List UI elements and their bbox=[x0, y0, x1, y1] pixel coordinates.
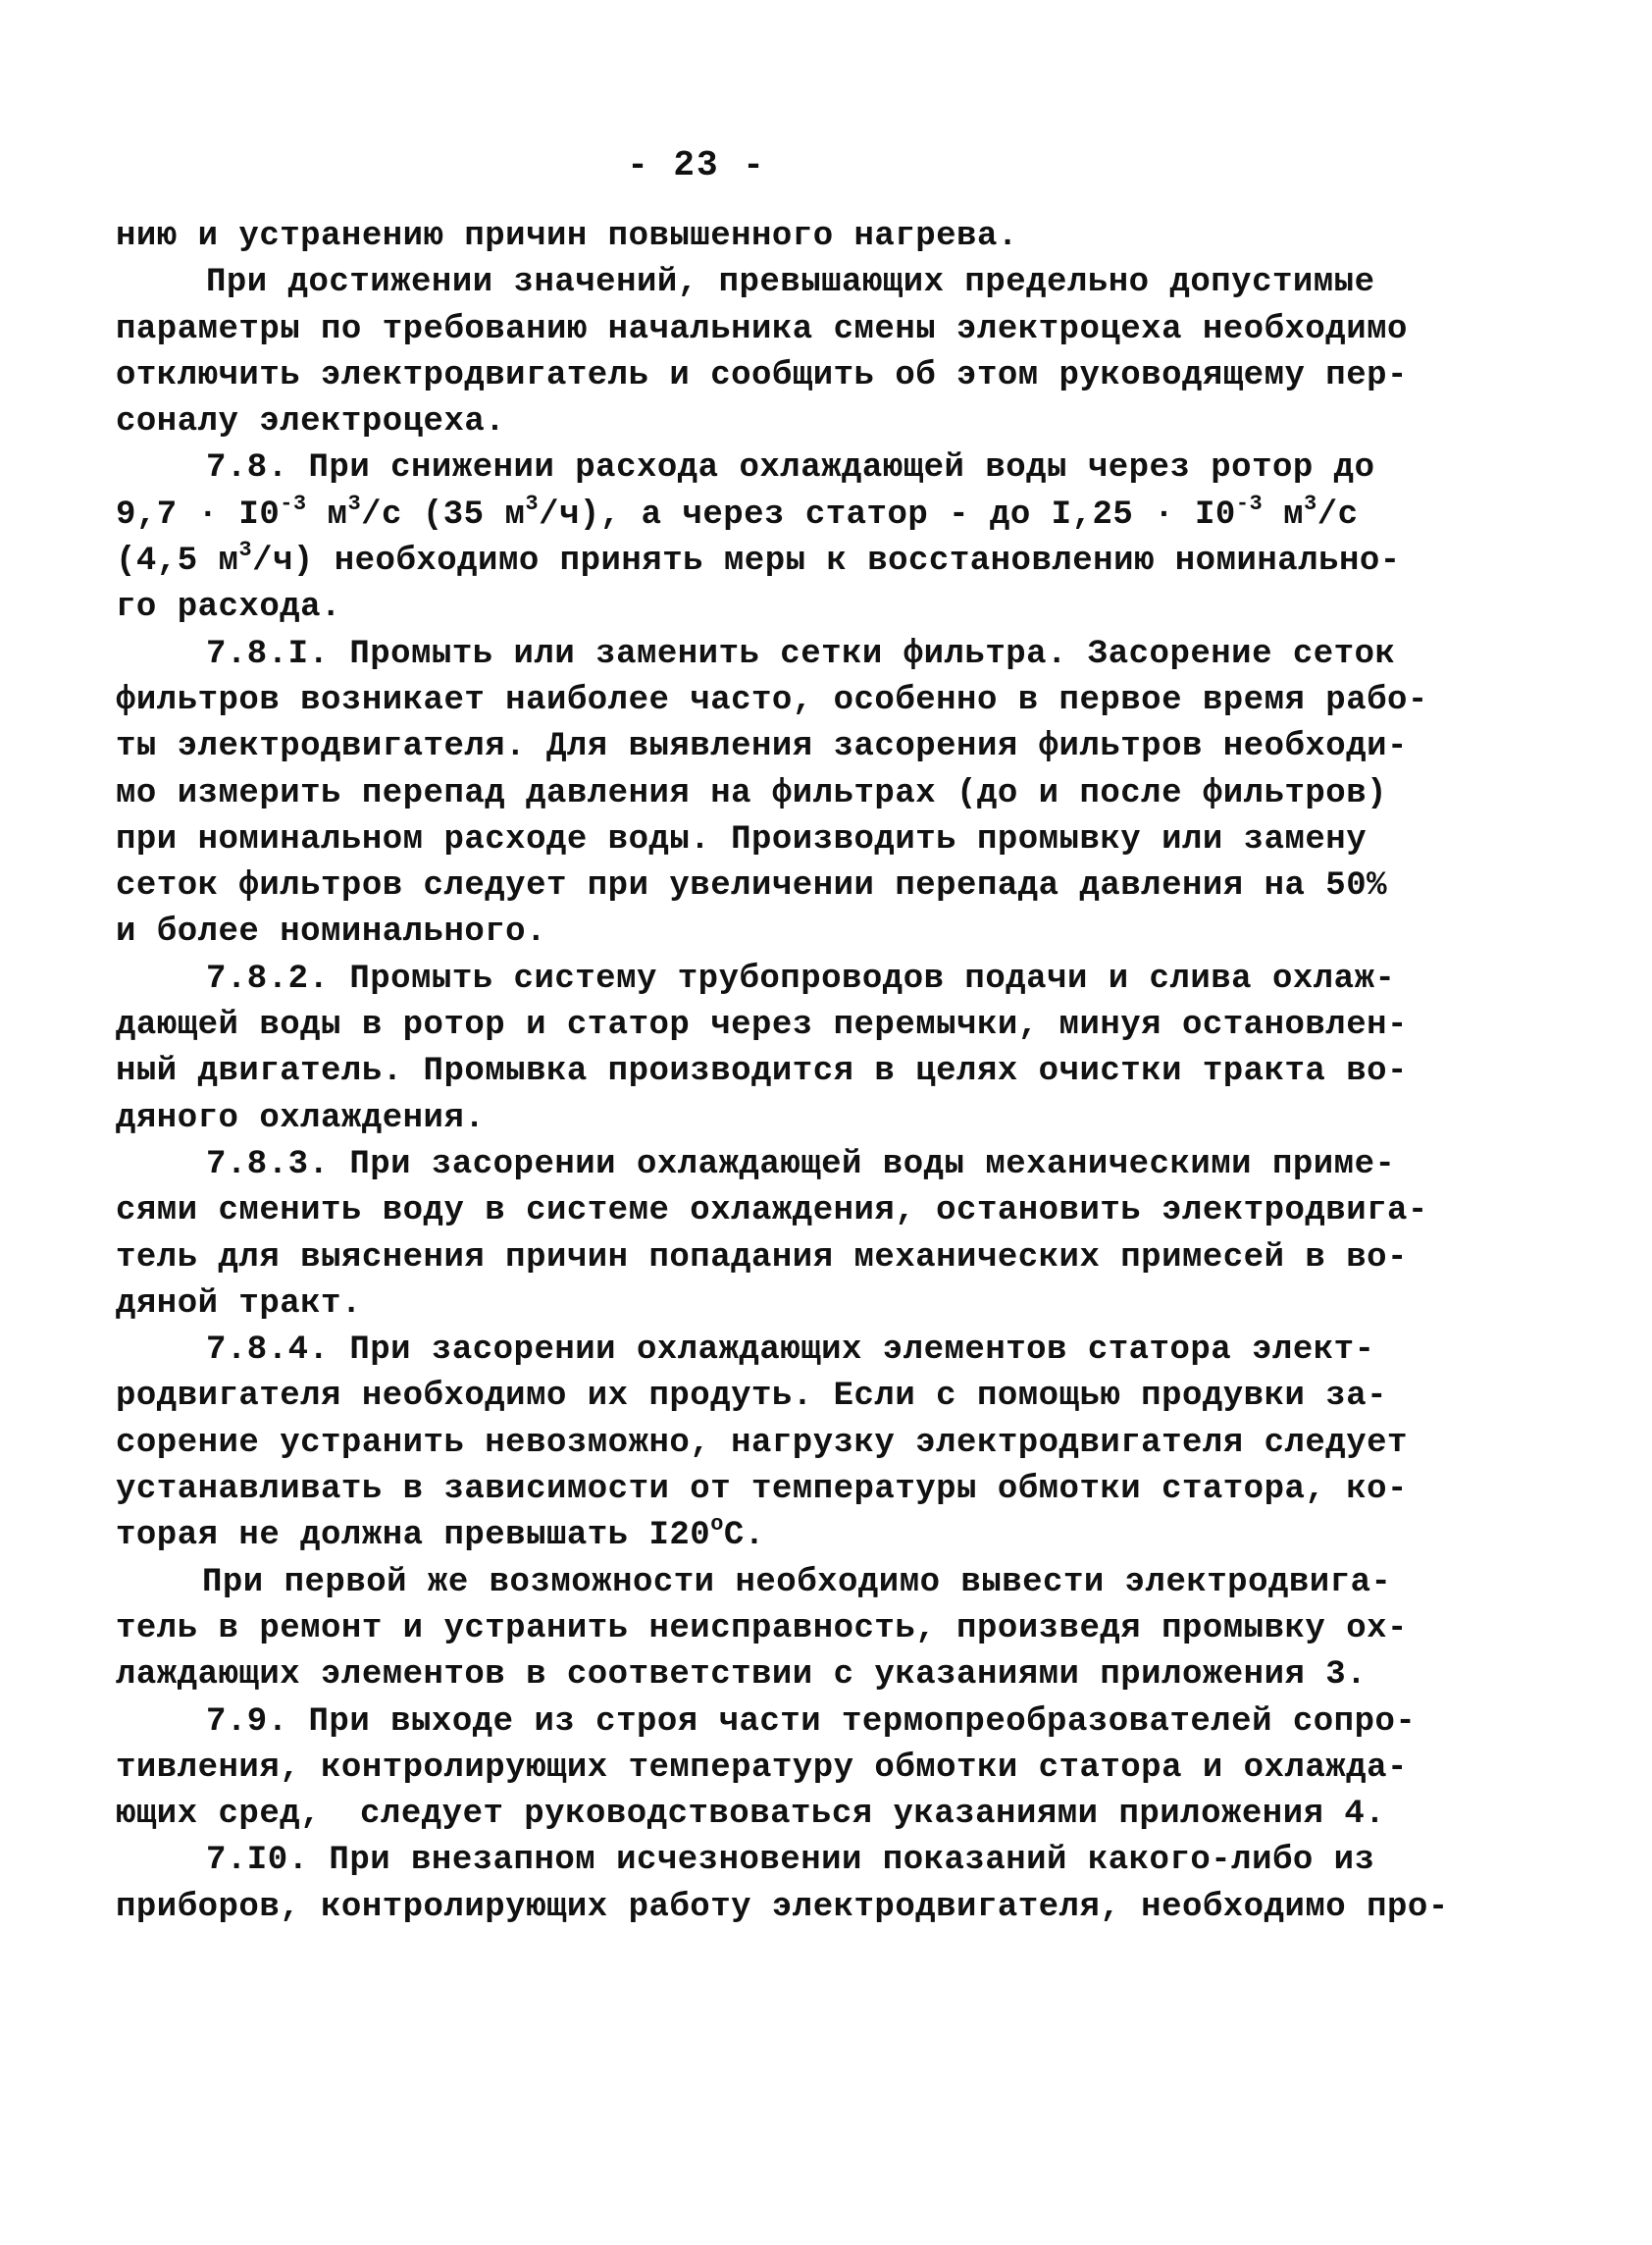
text-line: го расхода. bbox=[116, 589, 341, 627]
section-7-8-2: 7.8.2. Промыть систему трубопроводов подачи и слива охлаж- bbox=[206, 960, 1396, 998]
text-line bbox=[116, 1792, 1386, 1838]
text-line: сеток фильтров следует при увеличении перепада давления на 50% bbox=[116, 867, 1388, 906]
text-line: дающей воды в ротор и статор через перемычки, минуя остановлен- bbox=[116, 1007, 1408, 1045]
line-part: C. bbox=[723, 1517, 765, 1555]
line-part: ющих сред, bbox=[116, 1796, 322, 1834]
text-line: соналу электроцеха. bbox=[116, 403, 506, 442]
formula-part: /с bbox=[1316, 496, 1359, 534]
formula-part: м bbox=[306, 496, 348, 534]
exponent: 3 bbox=[525, 491, 540, 516]
text-line: сями сменить воду в системе охлаждения, остановить электродвига- bbox=[116, 1192, 1428, 1230]
line-part: (4,5 м bbox=[116, 543, 239, 581]
section-7-9: 7.9. При выходе из строя части термопреобразователей сопро- bbox=[206, 1702, 1417, 1741]
line-part: торая не должна превышать I20 bbox=[116, 1517, 711, 1555]
body-text bbox=[116, 214, 1449, 1931]
text-line: тель в ремонт и устранить неисправность, произведя промывку ох- bbox=[116, 1609, 1408, 1647]
section-7-8-3: 7.8.3. При засорении охлаждающей воды механическими приме- bbox=[206, 1145, 1396, 1183]
text-line: лаждающих элементов в соответствии с указаниями приложения 3. bbox=[116, 1656, 1368, 1695]
exponent: 3 bbox=[347, 491, 362, 516]
exponent: -3 bbox=[1235, 491, 1264, 516]
exponent: 3 bbox=[1304, 491, 1317, 516]
formula-part: 9,7 · I0 bbox=[116, 496, 281, 534]
text-line: отключить электродвигатель и сообщить об этом руководящему пер- bbox=[116, 356, 1408, 394]
text-line bbox=[116, 538, 1401, 585]
text-line: сорение устранить невозможно, нагрузку электродвигателя следует bbox=[116, 1424, 1408, 1462]
text-line: параметры по требованию начальника смены электроцеха необходимо bbox=[116, 310, 1408, 348]
text-line: устанавливать в зависимости от температуры обмотки статора, ко- bbox=[116, 1471, 1408, 1509]
section-7-8-heading: 7.8. При снижении расхода охлаждающей воды через ротор до bbox=[206, 449, 1375, 488]
section-7-8-4: 7.8.4. При засорении охлаждающих элементов статора элект- bbox=[206, 1331, 1375, 1370]
section-7-10: 7.I0. При внезапном исчезновении показаний какого-либо из bbox=[206, 1842, 1375, 1880]
formula-part: /ч), а через статор - до I,25 · I0 bbox=[539, 496, 1236, 534]
formula-part: /с (35 м bbox=[361, 496, 526, 534]
text-line: при номинальном расходе воды. Производить промывку или замену bbox=[116, 820, 1368, 859]
text-line: тель для выяснения причин попадания механических примесей в во- bbox=[116, 1238, 1408, 1277]
text-line: мо измерить перепад давления на фильтрах (до и после фильтров) bbox=[116, 774, 1388, 812]
formula-part: м bbox=[1263, 496, 1305, 534]
text-line bbox=[116, 1513, 1332, 1559]
text-line: дяной тракт. bbox=[116, 1284, 362, 1323]
line-part: /ч) необходимо принять меры к восстановлению номинально- bbox=[252, 543, 1401, 581]
text-line: родвигателя необходимо их продуть. Если с помощью продувки за- bbox=[116, 1378, 1388, 1416]
text-line: ты электродвигателя. Для выявления засорения фильтров необходи- bbox=[116, 728, 1408, 766]
degree-sign: o bbox=[710, 1512, 724, 1538]
text-line: тивления, контролирующих температуру обмотки статора и охлажда- bbox=[116, 1749, 1408, 1787]
text-line: нию и устранению причин повышенного нагрева. bbox=[116, 218, 1018, 255]
paragraph-start: При первой же возможности необходимо вывести электродвига- bbox=[202, 1563, 1392, 1601]
text-line: ный двигатель. Промывка производится в целях очистки тракта во- bbox=[116, 1053, 1408, 1091]
exponent: -3 bbox=[280, 491, 307, 516]
text-line: фильтров возникает наиболее часто, особенно в первое время рабо- bbox=[116, 681, 1428, 719]
flow-rate-formula-line bbox=[116, 491, 1359, 539]
exponent: 3 bbox=[238, 538, 253, 563]
section-7-8-1: 7.8.I. Промыть или заменить сетки фильтра. Засорение сеток bbox=[206, 635, 1396, 673]
line-part: следует руководствоваться указаниями приложения 4. bbox=[360, 1796, 1386, 1834]
paragraph-start: При достижении значений, превышающих предельно допустимые bbox=[206, 264, 1375, 302]
text-line: дяного охлаждения. bbox=[116, 1099, 486, 1137]
text-line: приборов, контролирующих работу электродвигателя, необходимо про- bbox=[116, 1888, 1449, 1926]
page-number: - 23 - bbox=[627, 145, 766, 185]
text-line: и более номинального. bbox=[116, 914, 546, 952]
